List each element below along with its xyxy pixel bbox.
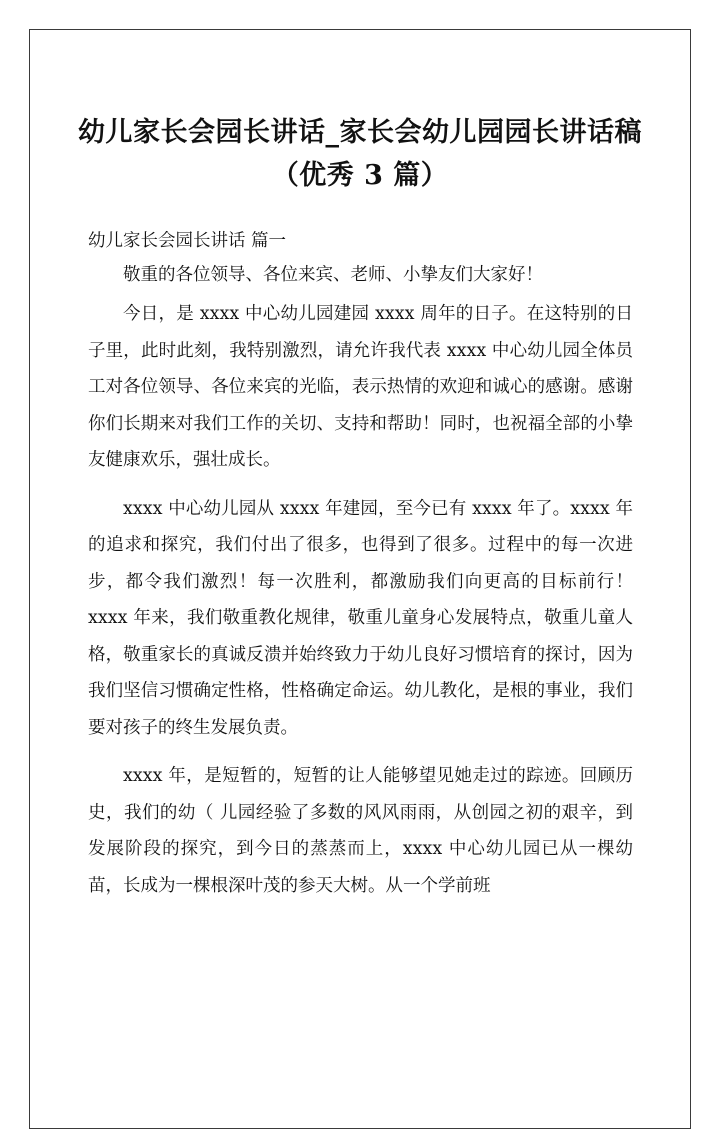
document-subtitle: （优秀 3 篇） <box>271 160 449 191</box>
document-body <box>88 226 633 916</box>
document-title: 幼儿家长会园长讲话_家长会幼儿园园长讲话稿 <box>78 117 642 148</box>
section-heading: 幼儿家长会园长讲话 篇一 <box>88 231 287 251</box>
paragraph: xxxx 年，是短暂的，短暂的让人能够望见她走过的踪迹。回顾历史，我们的幼（ 儿园经验了多数的风风雨雨，从创园之初的艰辛，到发展阶段的探究，到今日的蒸蒸而上，xxxx 中心幼儿园已从一棵幼苗，长成为一棵根深叶茂的参天大树。从一个学前班 <box>88 766 633 896</box>
paragraph-greeting: 敬重的各位领导、各位来宾、老师、小挚友们大家好！ <box>123 265 543 285</box>
paragraph: 今日，是 xxxx 中心幼儿园建园 xxxx 周年的日子。在这特别的日子里，此时此刻，我特别激烈，请允许我代表 xxxx 中心幼儿园全体员工对各位领导、各位来宾的光临，表示热情的欢迎和诚心的感谢。感谢你们长期来对我们工作的关切、支持和帮助！同时，也祝福全部的小挚友健康欢乐，强壮成长。 <box>88 304 633 470</box>
paragraph: xxxx 中心幼儿园从 xxxx 年建园，至今已有 xxxx 年了。xxxx 年的追求和探究，我们付出了很多，也得到了很多。过程中的每一次进步，都令我们激烈！每一次胜利，都激励我们向更高的目标前行！xxxx 年来，我们敬重教化规律，敬重儿童身心发展特点，敬重儿童人格，敬重家长的真诚反溃并始终致力于幼儿良好习惯培育的探讨，因为我们坚信习惯确定性格，性格确定命运。幼儿教化，是根的事业，我们要对孩子的终生发展负责。 <box>88 498 633 738</box>
